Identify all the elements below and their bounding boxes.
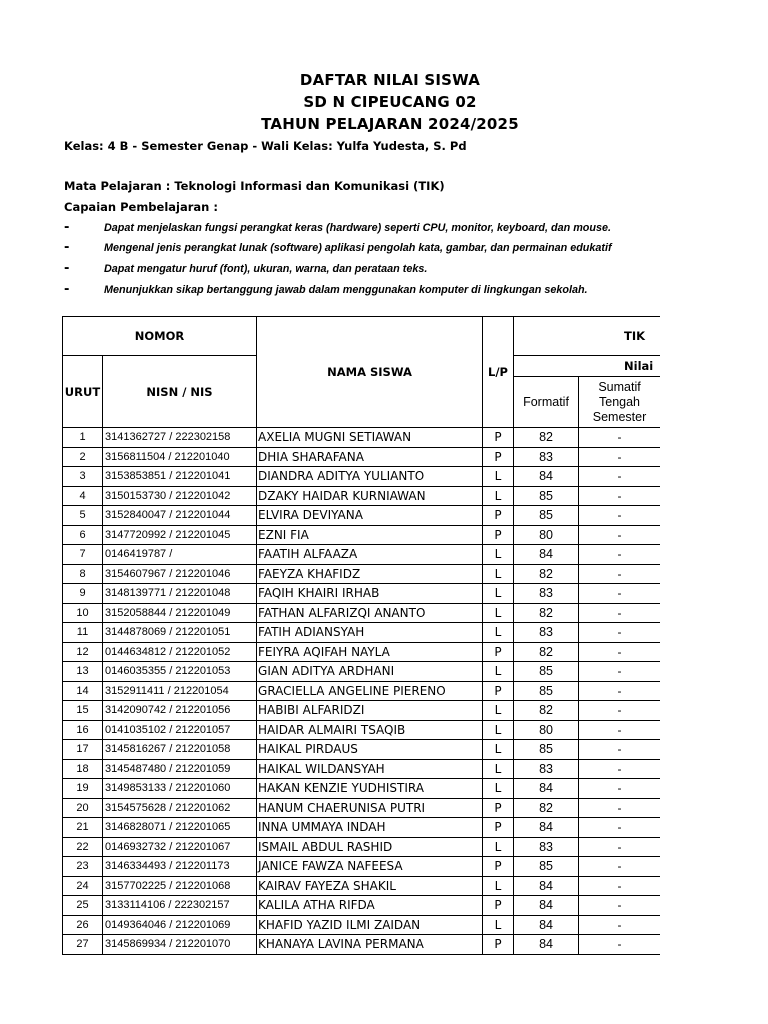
cell-urut: 11: [63, 623, 103, 643]
cell-lp: P: [483, 681, 514, 701]
cell-nisn: 3152058844 / 212201049: [103, 603, 257, 623]
cell-nama: HAIKAL PIRDAUS: [257, 740, 483, 760]
cell-lp: L: [483, 584, 514, 604]
cell-formatif: 80: [514, 525, 579, 545]
cell-sumatif: -: [579, 701, 660, 721]
cell-nisn: 3133114106 / 222302157: [103, 896, 257, 916]
cell-sumatif: -: [579, 935, 660, 955]
header-urut: URUT: [63, 356, 103, 428]
cell-lp: P: [483, 525, 514, 545]
header-nisn: NISN / NIS: [103, 356, 257, 428]
cell-lp: L: [483, 720, 514, 740]
cell-nisn: 3152840047 / 212201044: [103, 506, 257, 526]
learning-outcome-item: [64, 240, 744, 258]
cell-urut: 2: [63, 447, 103, 467]
cell-sumatif: -: [579, 857, 660, 877]
cell-lp: L: [483, 603, 514, 623]
cell-formatif: 85: [514, 681, 579, 701]
cell-lp: L: [483, 837, 514, 857]
cell-sumatif: -: [579, 564, 660, 584]
cell-lp: L: [483, 779, 514, 799]
table-row: [63, 623, 661, 643]
cell-nisn: 3146828071 / 212201065: [103, 818, 257, 838]
cell-sumatif: -: [579, 447, 660, 467]
cell-nama: DZAKY HAIDAR KURNIAWAN: [257, 486, 483, 506]
cell-formatif: 83: [514, 837, 579, 857]
table-row: [63, 467, 661, 487]
cell-nisn: 3145487480 / 212201059: [103, 759, 257, 779]
cell-urut: 18: [63, 759, 103, 779]
learning-outcome-text: Dapat mengatur huruf (font), ukuran, warna, dan perataan teks.: [104, 263, 428, 275]
table-row: [63, 896, 661, 916]
grades-table-container: [62, 316, 660, 956]
learning-outcome-item: [64, 220, 744, 238]
cell-urut: 27: [63, 935, 103, 955]
cell-nisn: 3147720992 / 212201045: [103, 525, 257, 545]
cell-nama: INNA UMMAYA INDAH: [257, 818, 483, 838]
cell-lp: P: [483, 818, 514, 838]
cell-sumatif: -: [579, 623, 660, 643]
cell-sumatif: -: [579, 915, 660, 935]
header-sumatif: Sumatif Tengah Semester: [579, 377, 660, 428]
cell-lp: L: [483, 545, 514, 565]
cell-urut: 7: [63, 545, 103, 565]
cell-sumatif: -: [579, 740, 660, 760]
cell-formatif: 84: [514, 818, 579, 838]
cell-nisn: 3154575628 / 212201062: [103, 798, 257, 818]
cell-urut: 25: [63, 896, 103, 916]
cell-nama: ELVIRA DEVIYANA: [257, 506, 483, 526]
cell-nama: FATIH ADIANSYAH: [257, 623, 483, 643]
bullet-dash: -: [64, 282, 70, 297]
cell-urut: 13: [63, 662, 103, 682]
table-row: [63, 740, 661, 760]
cell-formatif: 82: [514, 428, 579, 448]
learning-outcomes-label: Capaian Pembelajaran :: [64, 200, 218, 214]
cell-sumatif: -: [579, 818, 660, 838]
document-title: DAFTAR NILAI SISWA: [299, 71, 481, 89]
cell-nama: KALILA ATHA RIFDA: [257, 896, 483, 916]
cell-nama: KHANAYA LAVINA PERMANA: [257, 935, 483, 955]
cell-sumatif: -: [579, 837, 660, 857]
cell-nisn: 3156811504 / 212201040: [103, 447, 257, 467]
table-row: [63, 915, 661, 935]
cell-urut: 17: [63, 740, 103, 760]
cell-nama: ISMAIL ABDUL RASHID: [257, 837, 483, 857]
cell-sumatif: -: [579, 779, 660, 799]
cell-formatif: 80: [514, 720, 579, 740]
cell-sumatif: -: [579, 428, 660, 448]
cell-lp: P: [483, 935, 514, 955]
cell-sumatif: -: [579, 467, 660, 487]
cell-urut: 20: [63, 798, 103, 818]
cell-nama: KHAFID YAZID ILMI ZAIDAN: [257, 915, 483, 935]
cell-urut: 26: [63, 915, 103, 935]
cell-nisn: 3141362727 / 222302158: [103, 428, 257, 448]
cell-urut: 16: [63, 720, 103, 740]
cell-formatif: 85: [514, 506, 579, 526]
table-row: [63, 720, 661, 740]
cell-lp: P: [483, 642, 514, 662]
subject-info: Mata Pelajaran : Teknologi Informasi dan Komunikasi (TIK): [64, 179, 445, 193]
cell-formatif: 84: [514, 545, 579, 565]
cell-sumatif: -: [579, 896, 660, 916]
cell-lp: P: [483, 428, 514, 448]
header-formatif: Formatif: [514, 377, 579, 428]
cell-nisn: 3149853133 / 212201060: [103, 779, 257, 799]
cell-formatif: 83: [514, 447, 579, 467]
table-row: [63, 818, 661, 838]
table-row: [63, 857, 661, 877]
table-row: [63, 876, 661, 896]
cell-nama: AXELIA MUGNI SETIAWAN: [257, 428, 483, 448]
cell-nisn: 3148139771 / 212201048: [103, 584, 257, 604]
school-name: SD N CIPEUCANG 02: [303, 93, 477, 111]
cell-formatif: 84: [514, 935, 579, 955]
header-lp: L/P: [483, 317, 514, 428]
table-row: [63, 642, 661, 662]
cell-urut: 24: [63, 876, 103, 896]
table-row: [63, 603, 661, 623]
cell-lp: P: [483, 447, 514, 467]
cell-nama: DHIA SHARAFANA: [257, 447, 483, 467]
academic-year: TAHUN PELAJARAN 2024/2025: [261, 115, 519, 133]
cell-sumatif: -: [579, 603, 660, 623]
cell-nisn: 0146419787 /: [103, 545, 257, 565]
table-row: [63, 584, 661, 604]
cell-urut: 10: [63, 603, 103, 623]
table-row: [63, 447, 661, 467]
learning-outcome-item: [64, 261, 744, 279]
cell-sumatif: -: [579, 876, 660, 896]
cell-formatif: 85: [514, 857, 579, 877]
cell-nisn: 3157702225 / 212201068: [103, 876, 257, 896]
cell-nisn: 3152911411 / 212201054: [103, 681, 257, 701]
cell-nisn: 3153853851 / 212201041: [103, 467, 257, 487]
cell-nisn: 3146334493 / 212201173: [103, 857, 257, 877]
cell-nama: KAIRAV FAYEZA SHAKIL: [257, 876, 483, 896]
cell-sumatif: -: [579, 798, 660, 818]
cell-nama: HABIBI ALFARIDZI: [257, 701, 483, 721]
bullet-dash: -: [64, 261, 70, 276]
cell-nama: FAATIH ALFAAZA: [257, 545, 483, 565]
cell-sumatif: -: [579, 662, 660, 682]
cell-urut: 6: [63, 525, 103, 545]
cell-urut: 5: [63, 506, 103, 526]
cell-formatif: 83: [514, 584, 579, 604]
cell-urut: 14: [63, 681, 103, 701]
cell-sumatif: -: [579, 525, 660, 545]
cell-nisn: 0146035355 / 212201053: [103, 662, 257, 682]
cell-nama: FATHAN ALFARIZQI ANANTO: [257, 603, 483, 623]
cell-lp: P: [483, 857, 514, 877]
cell-lp: P: [483, 798, 514, 818]
cell-nisn: 3142090742 / 212201056: [103, 701, 257, 721]
cell-nama: DIANDRA ADITYA YULIANTO: [257, 467, 483, 487]
learning-outcome-text: Mengenal jenis perangkat lunak (software) aplikasi pengolah kata, gambar, dan permainan edukatif: [104, 242, 612, 254]
cell-formatif: 82: [514, 642, 579, 662]
cell-lp: L: [483, 623, 514, 643]
cell-lp: L: [483, 915, 514, 935]
cell-lp: P: [483, 896, 514, 916]
cell-lp: L: [483, 701, 514, 721]
header-nama-siswa: NAMA SISWA: [257, 317, 483, 428]
cell-nama: GRACIELLA ANGELINE PIERENO: [257, 681, 483, 701]
cell-lp: L: [483, 759, 514, 779]
table-row: [63, 486, 661, 506]
cell-urut: 3: [63, 467, 103, 487]
cell-nisn: 3145869934 / 212201070: [103, 935, 257, 955]
cell-nama: HANUM CHAERUNISA PUTRI: [257, 798, 483, 818]
cell-nisn: 0146932732 / 212201067: [103, 837, 257, 857]
cell-formatif: 82: [514, 701, 579, 721]
cell-formatif: 84: [514, 915, 579, 935]
table-row: [63, 545, 661, 565]
cell-urut: 1: [63, 428, 103, 448]
cell-nama: FEIYRA AQIFAH NAYLA: [257, 642, 483, 662]
cell-lp: L: [483, 876, 514, 896]
header-nomor: NOMOR: [63, 317, 257, 356]
cell-urut: 8: [63, 564, 103, 584]
cell-nama: EZNI FIA: [257, 525, 483, 545]
bullet-dash: -: [64, 220, 70, 235]
table-row: [63, 759, 661, 779]
learning-outcome-item: [64, 282, 744, 300]
cell-sumatif: -: [579, 642, 660, 662]
cell-nisn: 3154607967 / 212201046: [103, 564, 257, 584]
cell-formatif: 84: [514, 896, 579, 916]
table-row: [63, 525, 661, 545]
table-row: [63, 837, 661, 857]
cell-nisn: 3150153730 / 212201042: [103, 486, 257, 506]
cell-sumatif: -: [579, 759, 660, 779]
cell-urut: 12: [63, 642, 103, 662]
cell-urut: 21: [63, 818, 103, 838]
cell-formatif: 82: [514, 564, 579, 584]
cell-sumatif: -: [579, 506, 660, 526]
cell-lp: L: [483, 564, 514, 584]
table-row: [63, 798, 661, 818]
cell-nama: FAEYZA KHAFIDZ: [257, 564, 483, 584]
cell-urut: 4: [63, 486, 103, 506]
cell-formatif: 83: [514, 759, 579, 779]
header-nilai: Nilai: [514, 356, 660, 377]
cell-nama: HAKAN KENZIE YUDHISTIRA: [257, 779, 483, 799]
cell-lp: L: [483, 467, 514, 487]
cell-nisn: 0149364046 / 212201069: [103, 915, 257, 935]
cell-formatif: 85: [514, 740, 579, 760]
cell-nisn: 0141035102 / 212201057: [103, 720, 257, 740]
table-row: [63, 428, 661, 448]
cell-nama: JANICE FAWZA NAFEESA: [257, 857, 483, 877]
cell-nama: GIAN ADITYA ARDHANI: [257, 662, 483, 682]
table-row: [63, 681, 661, 701]
cell-urut: 19: [63, 779, 103, 799]
cell-formatif: 84: [514, 876, 579, 896]
cell-nama: FAQIH KHAIRI IRHAB: [257, 584, 483, 604]
cell-nisn: 3145816267 / 212201058: [103, 740, 257, 760]
cell-urut: 15: [63, 701, 103, 721]
cell-sumatif: -: [579, 545, 660, 565]
learning-outcome-text: Dapat menjelaskan fungsi perangkat keras (hardware) seperti CPU, monitor, keyboard, dan mouse.: [104, 222, 612, 234]
grades-table: [62, 316, 660, 955]
cell-formatif: 85: [514, 486, 579, 506]
cell-urut: 23: [63, 857, 103, 877]
table-row: [63, 779, 661, 799]
table-row: [63, 662, 661, 682]
cell-formatif: 83: [514, 623, 579, 643]
cell-nisn: 0144634812 / 212201052: [103, 642, 257, 662]
table-row: [63, 506, 661, 526]
cell-sumatif: -: [579, 584, 660, 604]
table-row: [63, 701, 661, 721]
cell-sumatif: -: [579, 486, 660, 506]
cell-sumatif: -: [579, 681, 660, 701]
table-row: [63, 935, 661, 955]
bullet-dash: -: [64, 240, 70, 255]
table-row: [63, 564, 661, 584]
cell-lp: L: [483, 662, 514, 682]
cell-lp: P: [483, 506, 514, 526]
cell-nama: HAIDAR ALMAIRI TSAQIB: [257, 720, 483, 740]
cell-lp: L: [483, 740, 514, 760]
cell-nama: HAIKAL WILDANSYAH: [257, 759, 483, 779]
cell-formatif: 84: [514, 779, 579, 799]
class-info: Kelas: 4 B - Semester Genap - Wali Kelas: Yulfa Yudesta, S. Pd: [64, 139, 467, 153]
cell-formatif: 84: [514, 467, 579, 487]
cell-lp: L: [483, 486, 514, 506]
cell-nisn: 3144878069 / 212201051: [103, 623, 257, 643]
cell-formatif: 82: [514, 798, 579, 818]
learning-outcome-text: Menunjukkan sikap bertanggung jawab dalam menggunakan komputer di lingkungan sekolah.: [104, 284, 588, 296]
cell-urut: 9: [63, 584, 103, 604]
cell-urut: 22: [63, 837, 103, 857]
header-subject: TIK: [514, 317, 660, 356]
cell-sumatif: -: [579, 720, 660, 740]
cell-formatif: 85: [514, 662, 579, 682]
cell-formatif: 82: [514, 603, 579, 623]
